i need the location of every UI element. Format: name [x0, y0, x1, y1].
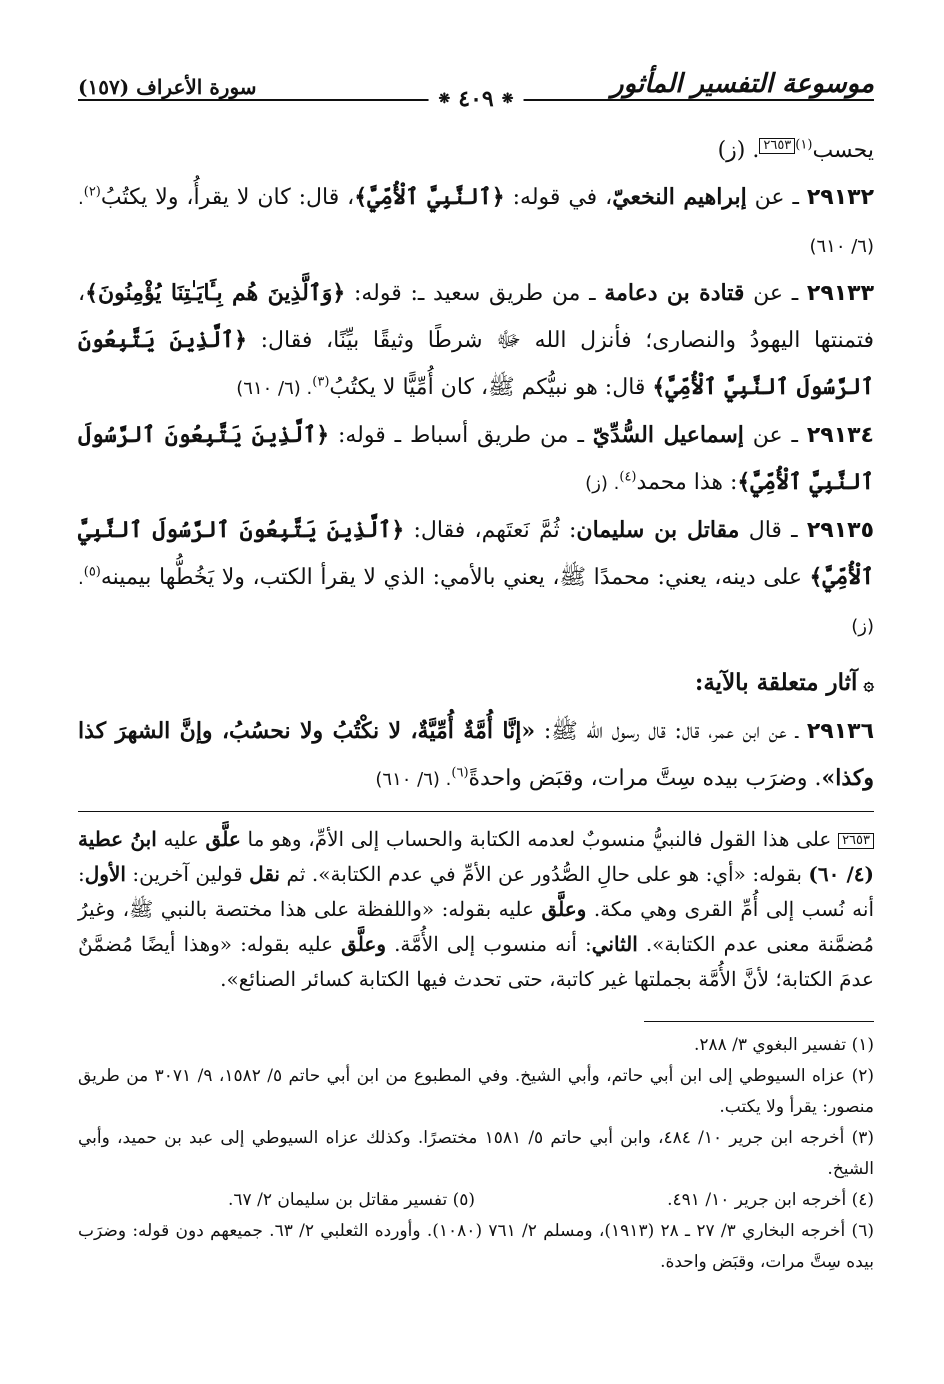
entry-text: قال: هو نبيُّكم ﷺ، كان أُمِّيًّا لا يكتُبُ	[329, 375, 653, 400]
commentary-bold: نقل	[249, 862, 281, 886]
source-tag: . (ز)	[78, 568, 874, 637]
commentary-text: : أنه نُسب إلى أُمِّ القرى وهي مكة.	[78, 862, 875, 921]
book-title: موسوعة التفسير المأثور	[611, 69, 874, 99]
commentary-text: بقوله: «أي: هو على حالِ الصُّدُور عن الأمِّ في عدم الكتابة». ثم	[280, 862, 809, 886]
section-heading	[78, 660, 874, 708]
running-header	[78, 55, 874, 112]
footnote-marker: (٥)	[83, 564, 101, 580]
commentary-bold: وعلَّق	[541, 897, 587, 921]
volume-reference: . (٦/ ٦١٠)	[236, 378, 313, 399]
commentary-bold: ابنُ عطية (٤/ ٦٠)	[78, 827, 874, 886]
commentary-text: عليه	[156, 827, 206, 851]
surah-title: سورة الأعراف (١٥٧)	[78, 75, 257, 99]
main-text	[78, 127, 874, 803]
entry-text: على دينه، يعني: محمدًا ﷺ، يعني بالأمي: الذي لا يقرأ الكتب، ولا يَخُطُّها بيمينه	[100, 565, 810, 590]
commentary-bold: الأول	[84, 862, 126, 886]
entry-text: ـ عن	[744, 281, 807, 306]
entry-text: ، في قوله:	[504, 185, 613, 210]
cross-reference-box: ٢٦٥٣	[838, 833, 874, 849]
entry-29133	[78, 270, 874, 412]
hadith-quote: «إنَّا أُمَّةٌ أُمِّيَّةٌ، لا نكْتُبُ ولا نحسُبُ، وإنَّ الشهرَ كذا وكذا»	[78, 718, 874, 791]
entry-number: ٢٩١٣٦	[806, 719, 875, 744]
narrator-name: قتادة بن دعامة	[604, 280, 745, 306]
entry-text: ـ من طريق سعيد ـ: قوله:	[345, 281, 605, 306]
star-ornament-icon: ۞	[863, 674, 874, 695]
commentary-bold: علَّق	[205, 827, 241, 851]
entry-text: ـ قال	[739, 518, 807, 543]
entry-29135	[78, 507, 874, 650]
entry-text: ـ عن ابن عمر، قال: قال رسول الله ﷺ:	[535, 719, 807, 744]
volume-reference: . (٦/ ٦١٠)	[78, 188, 874, 257]
page	[78, 55, 874, 1278]
quran-quote: ﴿ٱلَّذِينَ يَتَّبِعُونَ ٱلرَّسُولَ ٱلنَّبِيَّ ٱلْأُمِّيَّ﴾	[78, 422, 874, 495]
entry-text: . وضرَب بيده سِتَّ مرات، وقبَض واحدةً	[468, 766, 822, 791]
footnote-5: (٥) تفسير مقاتل بن سليمان ٢/ ٦٧.	[228, 1190, 476, 1210]
ornament-icon: ❋	[501, 91, 514, 107]
footnotes	[78, 1030, 874, 1278]
footnote-marker: (٤)	[619, 469, 637, 485]
narrator-name: مقاتل بن سليمان	[576, 517, 740, 543]
commentary-block	[78, 822, 874, 997]
entry-number: ٢٩١٣٤	[806, 423, 874, 448]
entry-text: يحسب	[812, 138, 874, 163]
entry-text: ، فتمنتها اليهودُ والنصارى؛ فأنزل الله ﷻ شرطًا وثيقًا بيِّنًا، فقال:	[78, 281, 874, 353]
commentary-text: على هذا القول فالنبيُّ منسوبٌ لعدمه الكتابة والحساب إلى الأمِّ، وهو ما	[240, 827, 839, 851]
entry-number: ٢٩١٣٥	[806, 518, 875, 543]
footnote-marker: (٢)	[83, 184, 101, 200]
source-tag: . (ز)	[585, 473, 620, 494]
footnote-3: (٣) أخرجه ابن جرير ١٠/ ٤٨٤، وابن أبي حاتم ٥/ ١٥٨١ مختصرًا. وكذلك عزاه السيوطي إلى عبد بن حميد، وأبي الشيخ.	[78, 1128, 874, 1179]
cross-reference-box: ٢٦٥٣	[759, 138, 795, 154]
quran-quote: ﴿ٱلنَّبِيَّ ٱلْأُمِّيَّ﴾	[354, 184, 505, 210]
entry-text: ـ من طريق أسباط ـ قوله:	[329, 423, 593, 448]
entry-text: : ثُمَّ نَعتَهم، فقال:	[404, 518, 577, 543]
entry-number: ٢٩١٣٣	[806, 281, 875, 306]
entry-number: ٢٩١٣٢	[806, 185, 874, 210]
footnote-6: (٦) أخرجه البخاري ٣/ ٢٧ ـ ٢٨ (١٩١٣)، ومسلم ٢/ ٧٦١ (١٠٨٠). وأورده الثعلبي ٢/ ٦٣. جميعهم دون قوله: وضرَب بيده سِتَّ مرات، وقبَض واحدة.	[78, 1221, 874, 1272]
footnote-marker: (١)	[795, 137, 813, 153]
commentary-separator	[78, 811, 874, 812]
entry-29132	[78, 174, 874, 270]
entry-text: ـ عن	[743, 423, 807, 448]
quran-quote: ﴿وَٱلَّذِينَ هُم بِـَٔايَـٰتِنَا يُؤْمِنُونَ﴾	[85, 280, 346, 306]
section-heading-text: آثار متعلقة بالآية:	[694, 669, 858, 696]
footnotes-separator	[644, 1021, 874, 1022]
narrator-name: إبراهيم النخعيّ	[612, 184, 747, 210]
page-number-value: ٤٠٩	[458, 86, 494, 112]
commentary-text: عليه بقوله: «واللفظة على هذا مختصة بالنبي ﷺ، وغيرُ مُضمَّنة معنى عدم الكتابة».	[78, 897, 874, 956]
quran-quote: ﴿ٱلَّذِينَ يَتَّبِعُونَ ٱلرَّسُولَ ٱلنَّبِيَّ ٱلْأُمِّيَّ﴾	[78, 327, 874, 400]
page-number	[429, 86, 524, 112]
footnote-2: (٢) عزاه السيوطي إلى ابن أبي حاتم، وأبي الشيخ. وفي المطبوع من ابن أبي حاتم ٥/ ١٥٨٢، ٩/ ٣٠٧١ من طريق منصور: يقرأ ولا يكتب.	[78, 1066, 874, 1117]
entry-text: ، قال: كان لا يقرأُ، ولا يكتُبُ	[100, 185, 355, 210]
commentary-bold: الثاني	[591, 932, 638, 956]
footnote-marker: (٦)	[451, 765, 469, 781]
narrator-name: إسماعيل السُّدِّيّ	[592, 422, 744, 448]
source-tag: . (ز)	[717, 138, 760, 163]
footnote-4: (٤) أخرجه ابن جرير ١٠/ ٤٩١.	[667, 1190, 874, 1210]
footnote-1: (١) تفسير البغوي ٣/ ٢٨٨.	[693, 1035, 874, 1055]
ornament-icon: ❋	[438, 91, 451, 107]
commentary-text: قولين آخرين:	[125, 862, 250, 886]
entry-29134	[78, 412, 874, 507]
volume-reference: . (٦/ ٦١٠)	[375, 769, 452, 790]
entry-text: ـ عن	[746, 185, 807, 210]
commentary-text: عليه بقوله: «وهذا أيضًا مُضمَّنٌ عدمَ الكتابة؛ لأنَّ الأُمَّة بجملتها غير كاتبة، حتى تحدث فيها الكتابة كسائر الصنائع».	[78, 932, 874, 991]
footnote-row	[78, 1185, 874, 1216]
entry-text: : هذا محمد	[636, 470, 738, 495]
entry-29136	[78, 708, 874, 803]
footnote-marker: (٣)	[312, 374, 330, 390]
commentary-text: : أنه منسوب إلى الأُمَّة.	[386, 932, 592, 956]
commentary-bold: وعلَّق	[341, 932, 387, 956]
entry-continuation	[78, 127, 874, 174]
quran-quote: ﴿ٱلَّذِينَ يَتَّبِعُونَ ٱلرَّسُولَ ٱلنَّبِيَّ ٱلْأُمِّيَّ﴾	[78, 517, 874, 590]
